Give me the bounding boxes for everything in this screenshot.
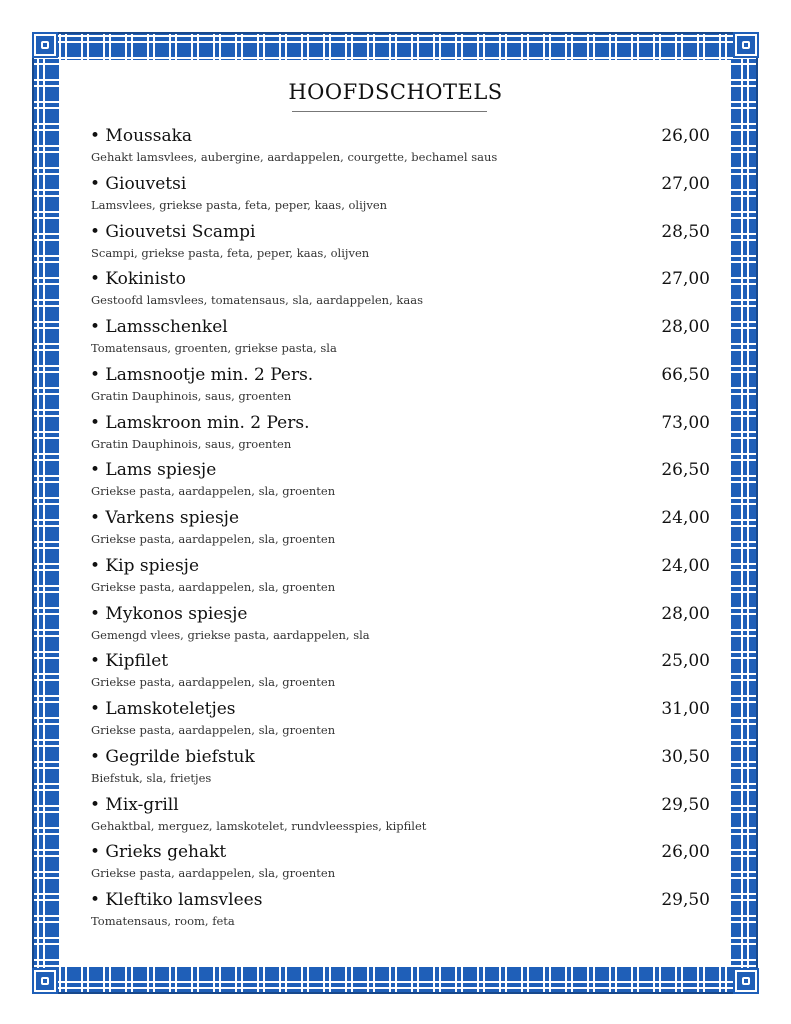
border-corner-ornament — [34, 34, 56, 56]
menu-item-description: Tomatensaus, room, feta — [91, 914, 235, 928]
menu-item-name: • Moussaka — [90, 126, 193, 146]
menu-item-price: 24,00 — [661, 508, 710, 528]
menu-item-name: • Kipfilet — [90, 651, 169, 672]
menu-item-price: 29,50 — [661, 794, 710, 815]
menu-item — [90, 317, 710, 365]
menu-item-description: Griekse pasta, aardappelen, sla, groenten — [91, 723, 336, 737]
page-title: HOOFDSCHOTELS — [288, 80, 503, 104]
menu-item — [90, 890, 710, 938]
menu-item-description: Gestoofd lamsvlees, tomatensaus, sla, aardappelen, kaas — [91, 293, 423, 308]
menu-item-price: 26,00 — [661, 842, 710, 863]
menu-item-price: 30,50 — [661, 746, 710, 767]
menu-item-price: 73,00 — [661, 412, 710, 433]
menu-item — [90, 174, 710, 222]
menu-item-name: • Giouvetsi — [90, 173, 187, 194]
menu-item-description: Griekse pasta, aardappelen, sla, groenten — [91, 675, 336, 690]
menu-item-description: Griekse pasta, aardappelen, sla, groenten — [91, 484, 336, 499]
menu-item — [90, 747, 710, 795]
menu-item-name: • Lamskroon min. 2 Pers. — [90, 412, 310, 433]
menu-item-price: 28,00 — [661, 603, 710, 624]
border-corner-ornament — [34, 970, 56, 992]
menu-item — [90, 508, 710, 556]
menu-item-price: 26,00 — [661, 126, 710, 146]
menu-item-name: • Giouvetsi Scampi — [90, 221, 256, 242]
menu-item-price: 28,00 — [661, 317, 710, 337]
menu-item — [90, 651, 710, 699]
menu-item-name: • Gegrilde biefstuk — [90, 746, 255, 767]
menu-item-description: Tomatensaus, groenten, griekse pasta, sla — [91, 341, 337, 355]
menu-item — [90, 460, 710, 508]
menu-item — [90, 604, 710, 652]
menu-item-description: Gehakt lamsvlees, aubergine, aardappelen, courgette, bechamel saus — [91, 150, 498, 164]
menu-item-description: Gemengd vlees, griekse pasta, aardappelen, sla — [91, 627, 370, 642]
menu-item-description: Griekse pasta, aardappelen, sla, groenten — [91, 532, 336, 546]
menu-item-description: Gratin Dauphinois, saus, groenten — [91, 388, 292, 403]
menu-item-description: Biefstuk, sla, frietjes — [91, 770, 212, 785]
menu-item-price: 66,50 — [661, 364, 710, 385]
menu-item-name: • Grieks gehakt — [90, 842, 227, 863]
menu-item-name: • Kokinisto — [90, 269, 186, 290]
menu-page — [60, 60, 731, 966]
menu-item — [90, 795, 710, 843]
menu-item-name: • Mykonos spiesje — [90, 603, 248, 624]
menu-item-price: 26,50 — [661, 460, 710, 481]
menu-item — [90, 413, 710, 461]
menu-item-name: • Kleftiko lamsvlees — [90, 890, 263, 910]
menu-item — [90, 269, 710, 317]
menu-item-description: Griekse pasta, aardappelen, sla, groenten — [91, 866, 336, 881]
menu-item-description: Gratin Dauphinois, saus, groenten — [91, 436, 292, 451]
menu-item-price: 27,00 — [661, 269, 710, 290]
menu-item — [90, 365, 710, 413]
menu-item-price: 25,00 — [661, 651, 710, 672]
menu-item-name: • Mix-grill — [90, 794, 179, 815]
menu-item-name: • Kip spiesje — [90, 555, 200, 576]
menu-item-price: 27,00 — [661, 173, 710, 194]
menu-item — [90, 222, 710, 270]
border-corner-ornament — [735, 34, 757, 56]
menu-item-name: • Lamsnootje min. 2 Pers. — [90, 364, 314, 385]
menu-item — [90, 842, 710, 890]
menu-item — [90, 126, 710, 174]
menu-item-name: • Varkens spiesje — [90, 508, 240, 528]
menu-item — [90, 556, 710, 604]
menu-item — [90, 699, 710, 747]
menu-item-description: Lamsvlees, griekse pasta, feta, peper, kaas, olijven — [91, 197, 388, 212]
menu-item-name: • Lamsschenkel — [90, 317, 228, 337]
title-underline — [292, 111, 487, 112]
menu-item-price: 24,00 — [661, 555, 710, 576]
menu-item-name: • Lams spiesje — [90, 460, 217, 481]
border-corner-ornament — [735, 970, 757, 992]
menu-item-name: • Lamskoteletjes — [90, 699, 236, 719]
menu-item-description: Griekse pasta, aardappelen, sla, groenten — [91, 579, 336, 594]
menu-item-price: 29,50 — [661, 890, 710, 910]
menu-item-description: Gehaktbal, merguez, lamskotelet, rundvleesspies, kipfilet — [91, 818, 427, 833]
menu-item-price: 28,50 — [661, 221, 710, 242]
menu-item-description: Scampi, griekse pasta, feta, peper, kaas, olijven — [91, 245, 370, 260]
menu-item-price: 31,00 — [661, 699, 710, 719]
